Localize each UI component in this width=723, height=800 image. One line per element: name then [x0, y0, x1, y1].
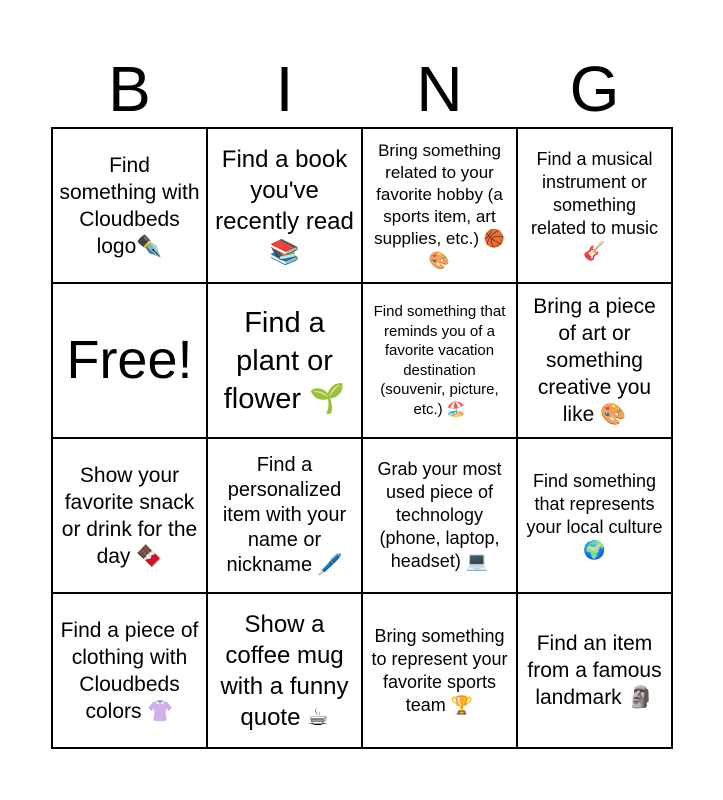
bingo-cell[interactable]: [208, 284, 363, 439]
bingo-cell[interactable]: [518, 284, 673, 439]
cell-text: Find something with Cloudbeds logo✒️: [59, 153, 200, 258]
header-letter-b: B: [108, 53, 151, 125]
bingo-cell[interactable]: [518, 439, 673, 594]
header-letter-i: I: [275, 53, 294, 125]
cell-text: Bring something related to your favorite hobby (a sports item, art supplies, etc.) 🏀🎨: [374, 140, 505, 270]
bingo-cell[interactable]: [518, 129, 673, 284]
cell-text: Find a piece of clothing with Cloudbeds colors 👚: [60, 618, 199, 723]
bingo-cell[interactable]: [363, 594, 518, 749]
cell-text: Grab your most used piece of technology (phone, laptop, headset) 💻: [377, 459, 502, 571]
cell-text: Find an item from a famous landmark 🗿: [527, 632, 662, 709]
bingo-cell[interactable]: [208, 439, 363, 594]
cell-text: Show your favorite snack or drink for the day 🍫: [61, 463, 198, 568]
bingo-cell[interactable]: [518, 594, 673, 749]
cell-text: Bring something to represent your favorite sports team 🏆: [371, 625, 508, 715]
bingo-cell-free[interactable]: [53, 284, 208, 439]
cell-text: Bring a piece of art or something creative you like 🎨: [533, 295, 656, 426]
bingo-header: [52, 50, 672, 128]
cell-text: Find a musical instrument or something related to music 🎸: [530, 149, 659, 261]
header-letter-n: N: [416, 53, 463, 125]
cell-text: Find something that represents your local culture 🌍: [526, 470, 663, 560]
bingo-cell[interactable]: [53, 439, 208, 594]
bingo-board: [51, 127, 673, 749]
bingo-cell[interactable]: [363, 439, 518, 594]
bingo-cell[interactable]: [208, 594, 363, 749]
bingo-cell[interactable]: [208, 129, 363, 284]
cell-text: Find something that reminds you of a favorite vacation destination (souvenir, picture, etc.) 🏖️: [373, 303, 506, 418]
header-letter-g: G: [569, 53, 620, 125]
cell-text: Find a personalized item with your name or nickname 🖊️: [222, 454, 347, 576]
cell-text: Find a book you've recently read 📚: [215, 145, 354, 266]
bingo-cell[interactable]: [363, 284, 518, 439]
bingo-cell[interactable]: [53, 129, 208, 284]
cell-text: Find a plant or flower 🌱: [223, 306, 346, 415]
free-space-label: Free!: [66, 329, 193, 390]
bingo-cell[interactable]: [53, 594, 208, 749]
cell-text: Show a coffee mug with a funny quote ☕: [220, 610, 349, 731]
bingo-cell[interactable]: [363, 129, 518, 284]
